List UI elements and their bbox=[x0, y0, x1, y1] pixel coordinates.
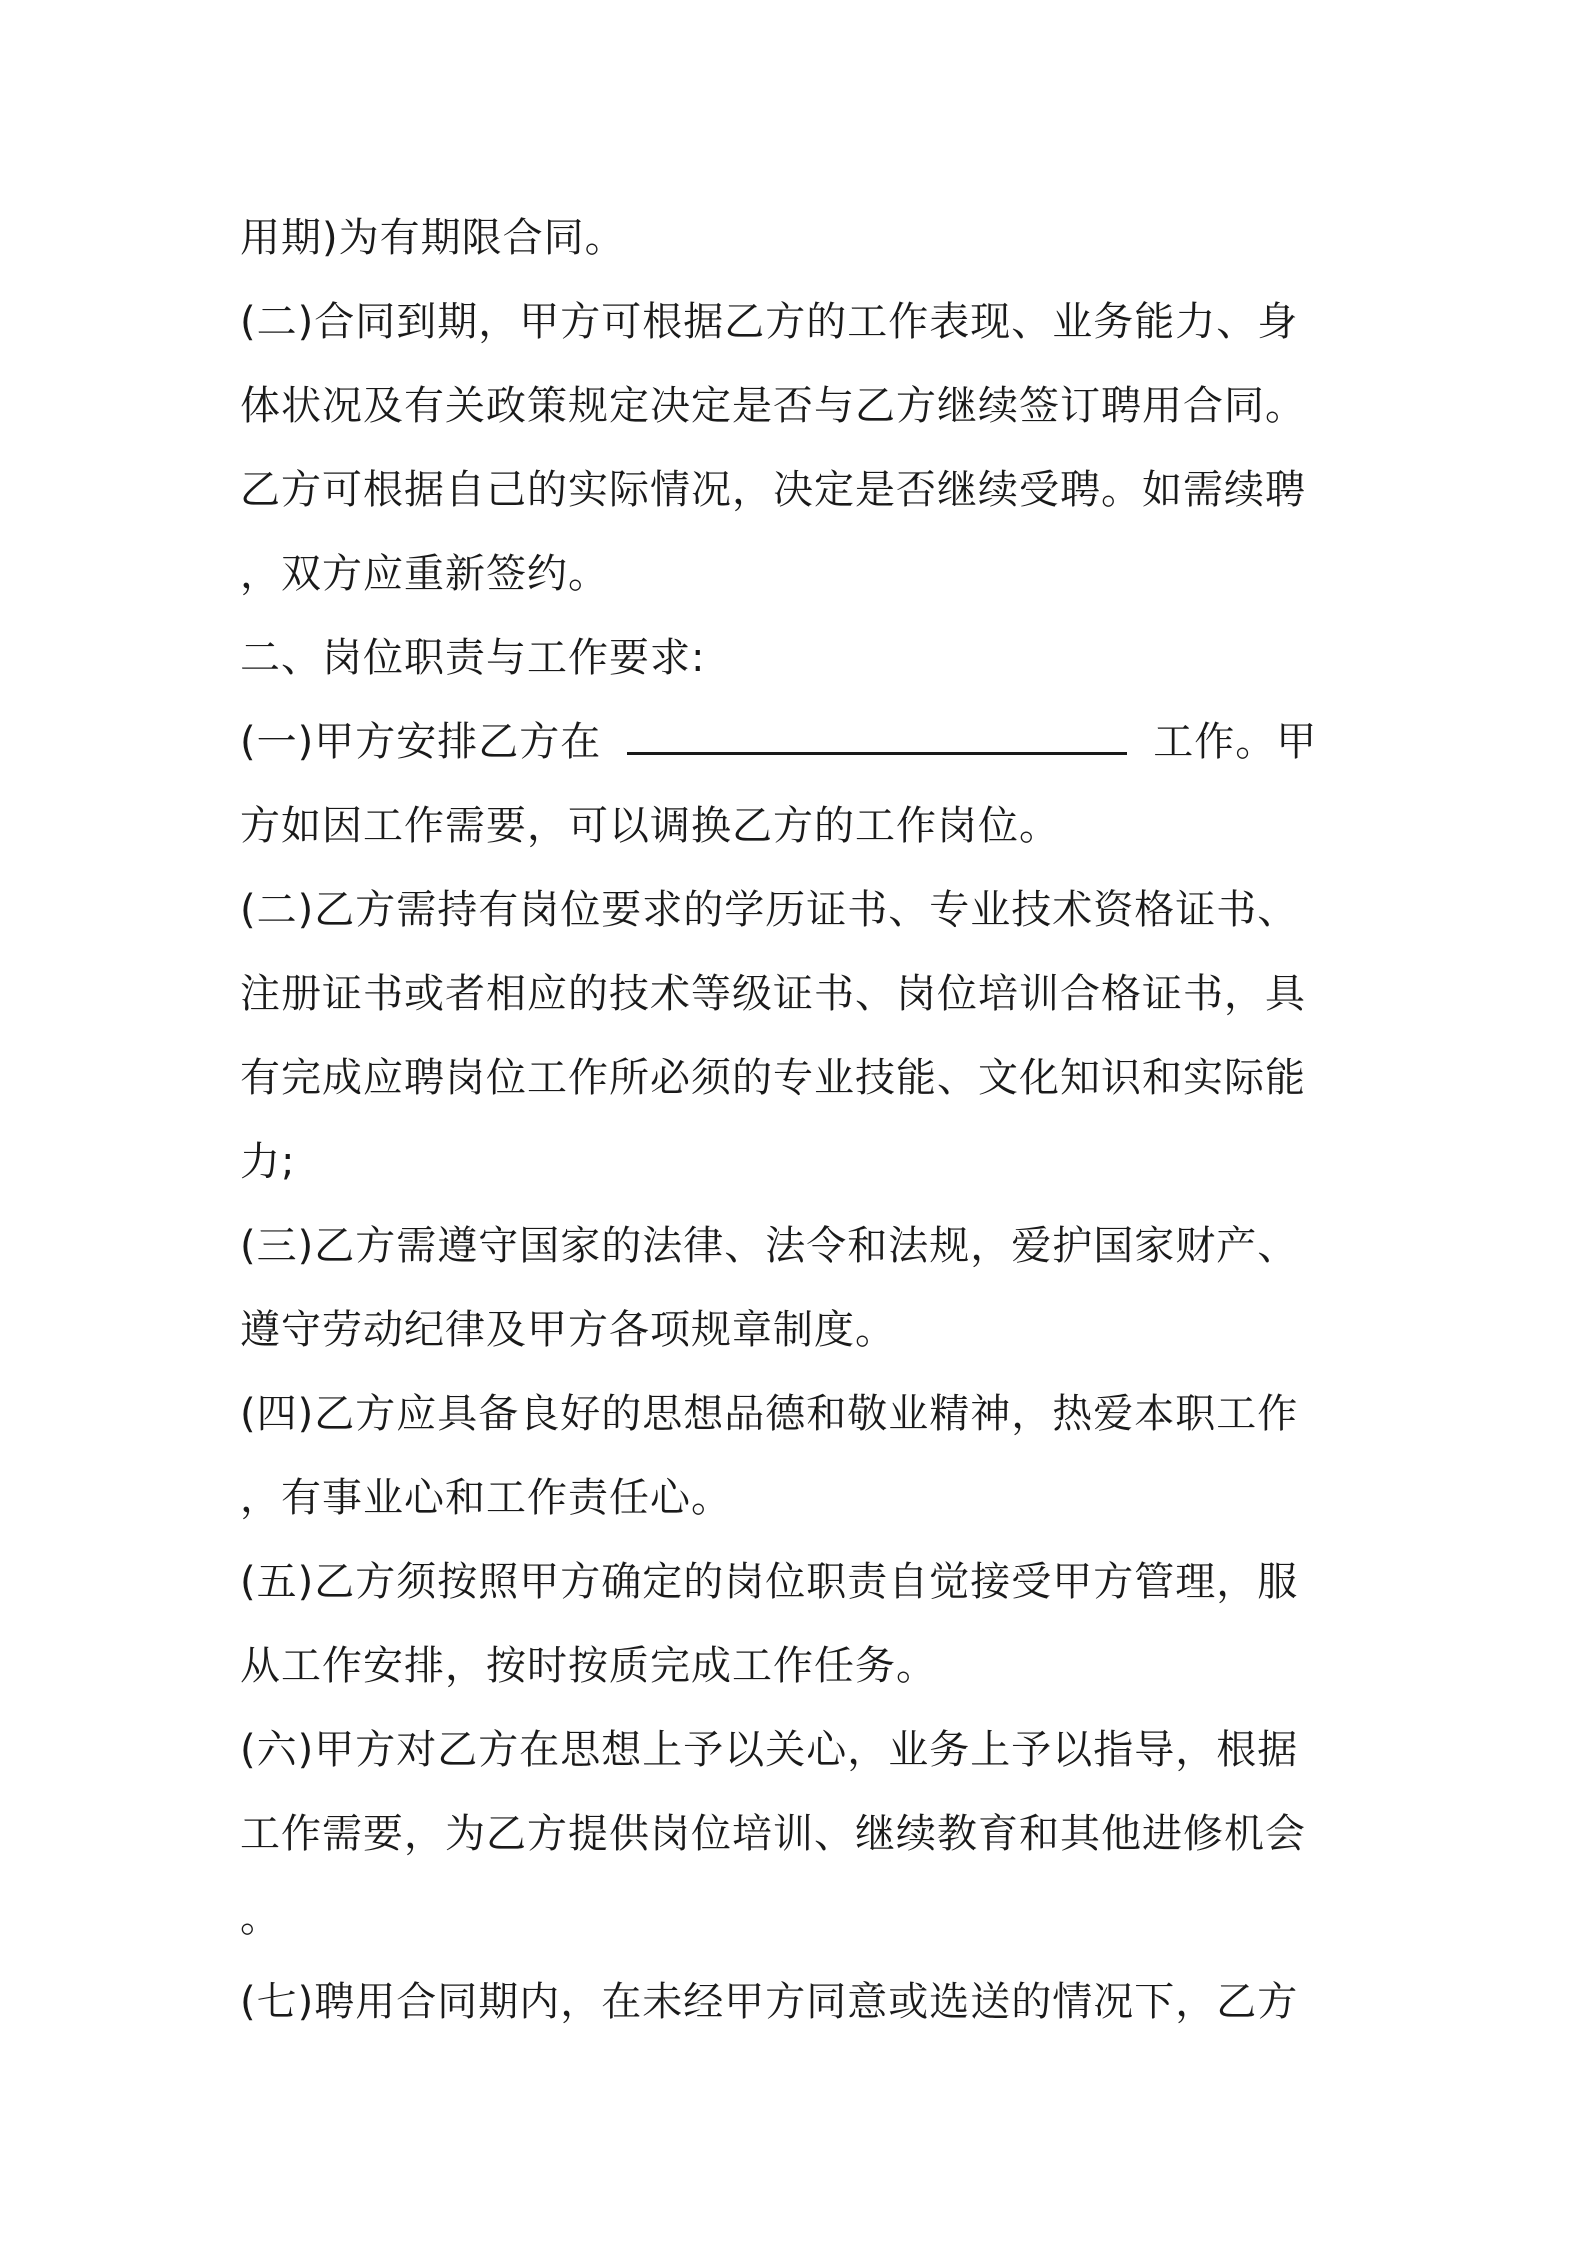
text-line: 注册证书或者相应的技术等级证书、岗位培训合格证书，具 bbox=[240, 971, 1306, 1017]
text-line: 。 bbox=[240, 1895, 281, 1941]
text-line: (七)聘用合同期内，在未经甲方同意或选送的情况下，乙方 bbox=[240, 1979, 1299, 2025]
text-line: (二)合同到期，甲方可根据乙方的工作表现、业务能力、身 bbox=[240, 299, 1299, 345]
text-line: ，双方应重新签约。 bbox=[240, 551, 609, 597]
blank-suffix: 工作。甲 bbox=[1153, 719, 1318, 765]
text-line-with-blank bbox=[240, 700, 1360, 784]
text-line: 遵守劳动纪律及甲方各项规章制度。 bbox=[240, 1307, 896, 1353]
text-line: 乙方可根据自己的实际情况，决定是否继续受聘。如需续聘 bbox=[240, 467, 1306, 513]
blank-prefix: (一)甲方安排乙方在 bbox=[240, 719, 602, 765]
contract-text bbox=[240, 196, 1360, 2044]
text-line: (五)乙方须按照甲方确定的岗位职责自觉接受甲方管理，服 bbox=[240, 1559, 1299, 1605]
text-line: ，有事业心和工作责任心。 bbox=[240, 1475, 732, 1521]
fill-in-blank bbox=[627, 718, 1127, 755]
text-line: 从工作安排，按时按质完成工作任务。 bbox=[240, 1643, 937, 1689]
text-line: (六)甲方对乙方在思想上予以关心，业务上予以指导，根据 bbox=[240, 1727, 1299, 1773]
text-line: 工作需要，为乙方提供岗位培训、继续教育和其他进修机会 bbox=[240, 1811, 1306, 1857]
text-line: 用期)为有期限合同。 bbox=[240, 215, 626, 261]
text-line: (四)乙方应具备良好的思想品德和敬业精神，热爱本职工作 bbox=[240, 1391, 1299, 1437]
text-line: 力; bbox=[240, 1139, 296, 1185]
text-line: (三)乙方需遵守国家的法律、法令和法规，爱护国家财产、 bbox=[240, 1223, 1299, 1269]
text-line: 体状况及有关政策规定决定是否与乙方继续签订聘用合同。 bbox=[240, 383, 1306, 429]
text-line: 有完成应聘岗位工作所必须的专业技能、文化知识和实际能 bbox=[240, 1055, 1306, 1101]
text-line: (二)乙方需持有岗位要求的学历证书、专业技术资格证书、 bbox=[240, 887, 1299, 933]
section-heading: 二、岗位职责与工作要求: bbox=[240, 635, 706, 681]
text-line: 方如因工作需要，可以调换乙方的工作岗位。 bbox=[240, 803, 1060, 849]
